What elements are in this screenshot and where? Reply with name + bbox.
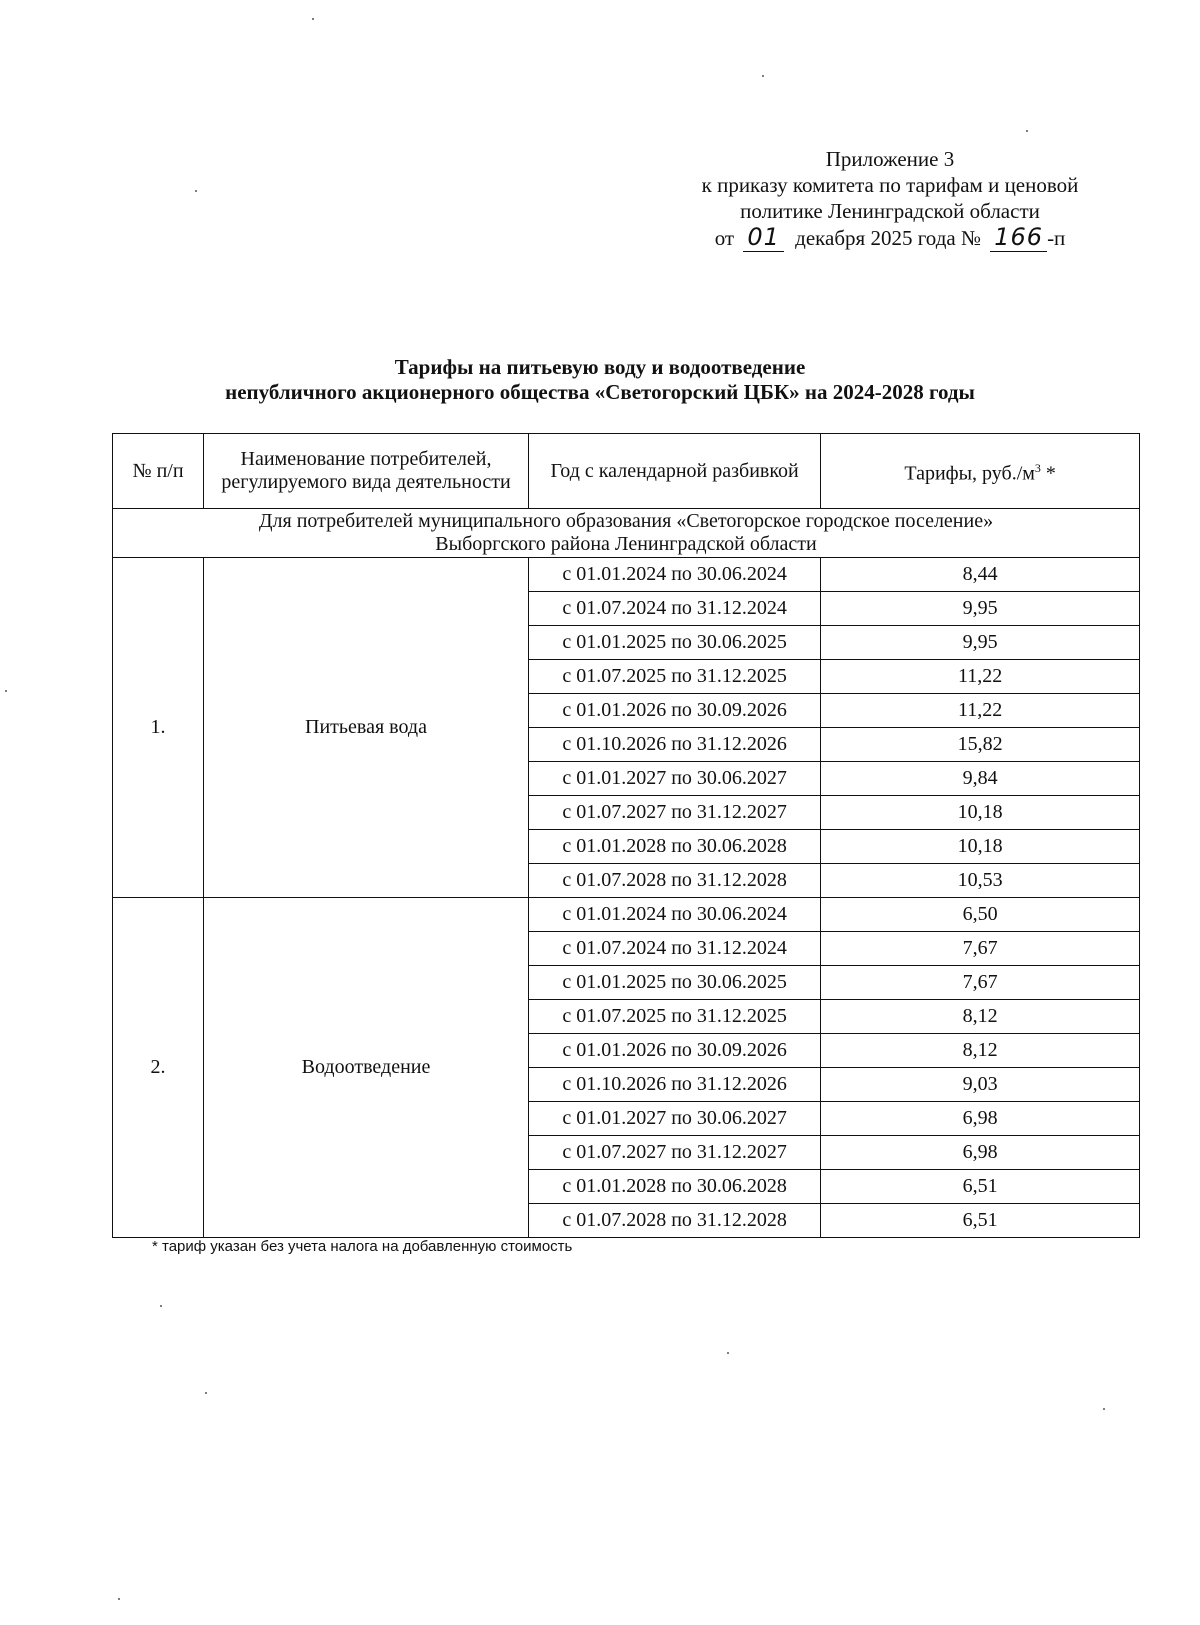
- header-name: Наименование потребителей, регулируемого вида деятельности: [204, 434, 529, 509]
- tariff-cell: 8,12: [821, 1000, 1140, 1034]
- tariff-cell: 8,44: [821, 558, 1140, 592]
- tariff-cell: 6,98: [821, 1136, 1140, 1170]
- header-num: № п/п: [113, 434, 204, 509]
- period-cell: с 01.01.2028 по 30.06.2028: [528, 1170, 820, 1204]
- appendix-header: [640, 146, 1140, 251]
- period-cell: с 01.07.2025 по 31.12.2025: [528, 1000, 820, 1034]
- document-title: [60, 355, 1140, 405]
- row-number: 2.: [113, 898, 204, 1238]
- period-cell: с 01.01.2025 по 30.06.2025: [528, 966, 820, 1000]
- tariff-cell: 6,51: [821, 1170, 1140, 1204]
- period-cell: с 01.10.2026 по 31.12.2026: [528, 728, 820, 762]
- tariff-cell: 6,51: [821, 1204, 1140, 1238]
- order-suffix: -п: [1047, 226, 1066, 250]
- handwritten-order-number: 166: [990, 223, 1047, 252]
- tariff-cell: 9,95: [821, 592, 1140, 626]
- period-cell: с 01.01.2026 по 30.09.2026: [528, 694, 820, 728]
- handwritten-day: 01: [743, 223, 784, 252]
- header-tariff-label: Тарифы, руб./м: [904, 462, 1035, 485]
- period-cell: с 01.07.2028 по 31.12.2028: [528, 864, 820, 898]
- scan-speck: [1026, 130, 1028, 132]
- scan-speck: [160, 1305, 162, 1307]
- scan-speck: [205, 1392, 207, 1394]
- appendix-order-line: [640, 224, 1140, 251]
- table-header-row: [113, 434, 1140, 509]
- section-row: [113, 509, 1140, 558]
- tariff-cell: 9,84: [821, 762, 1140, 796]
- period-cell: с 01.01.2026 по 30.09.2026: [528, 1034, 820, 1068]
- header-tariff-mark: *: [1040, 462, 1056, 485]
- period-cell: с 01.10.2026 по 31.12.2026: [528, 1068, 820, 1102]
- activity-name: Водоотведение: [204, 898, 529, 1238]
- tariff-cell: 7,67: [821, 966, 1140, 1000]
- period-cell: с 01.01.2024 по 30.06.2024: [528, 558, 820, 592]
- scan-speck: [762, 75, 764, 77]
- header-tariff: [821, 434, 1140, 509]
- row-number: 1.: [113, 558, 204, 898]
- footnote: * тариф указан без учета налога на добавленную стоимость: [152, 1238, 573, 1255]
- tariff-cell: 11,22: [821, 694, 1140, 728]
- header-tariff-sup: 3: [1034, 460, 1041, 475]
- tariff-cell: 11,22: [821, 660, 1140, 694]
- scan-speck: [195, 190, 197, 192]
- tariff-cell: 7,67: [821, 932, 1140, 966]
- scan-speck: [312, 18, 314, 20]
- period-cell: с 01.07.2024 по 31.12.2024: [528, 592, 820, 626]
- period-cell: с 01.01.2027 по 30.06.2027: [528, 1102, 820, 1136]
- scan-speck: [5, 690, 7, 692]
- scan-speck: [1103, 1408, 1105, 1410]
- tariff-cell: 9,95: [821, 626, 1140, 660]
- title-line-2: непубличного акционерного общества «Светогорский ЦБК» на 2024-2028 годы: [225, 380, 975, 404]
- header-period: Год с календарной разбивкой: [528, 434, 820, 509]
- period-cell: с 01.01.2027 по 30.06.2027: [528, 762, 820, 796]
- appendix-line-2: к приказу комитета по тарифам и ценовой: [701, 173, 1079, 197]
- tariff-cell: 10,18: [821, 830, 1140, 864]
- title-line-1: Тарифы на питьевую воду и водоотведение: [394, 355, 806, 379]
- order-month-year: декабря 2025 года №: [795, 226, 981, 250]
- tariff-cell: 6,50: [821, 898, 1140, 932]
- appendix-line-1: Приложение 3: [825, 147, 955, 171]
- period-cell: с 01.07.2027 по 31.12.2027: [528, 796, 820, 830]
- period-cell: с 01.07.2027 по 31.12.2027: [528, 1136, 820, 1170]
- period-cell: с 01.07.2028 по 31.12.2028: [528, 1204, 820, 1238]
- tariff-cell: 8,12: [821, 1034, 1140, 1068]
- period-cell: с 01.01.2028 по 30.06.2028: [528, 830, 820, 864]
- tariff-cell: 15,82: [821, 728, 1140, 762]
- period-cell: с 01.07.2024 по 31.12.2024: [528, 932, 820, 966]
- table-row: [113, 558, 1140, 592]
- activity-name: Питьевая вода: [204, 558, 529, 898]
- period-cell: с 01.01.2025 по 30.06.2025: [528, 626, 820, 660]
- appendix-line-3: политике Ленинградской области: [740, 199, 1040, 223]
- section-caption: Для потребителей муниципального образования «Светогорское городское поселение» Выборгского района Ленинградской области: [113, 509, 1140, 558]
- period-cell: с 01.01.2024 по 30.06.2024: [528, 898, 820, 932]
- tariff-cell: 6,98: [821, 1102, 1140, 1136]
- tariff-cell: 10,18: [821, 796, 1140, 830]
- scan-speck: [727, 1352, 729, 1354]
- table-row: [113, 898, 1140, 932]
- period-cell: с 01.07.2025 по 31.12.2025: [528, 660, 820, 694]
- order-prefix: от: [714, 226, 735, 250]
- scan-speck: [118, 1598, 120, 1600]
- tariff-cell: 10,53: [821, 864, 1140, 898]
- tariff-table: [112, 433, 1140, 1238]
- tariff-cell: 9,03: [821, 1068, 1140, 1102]
